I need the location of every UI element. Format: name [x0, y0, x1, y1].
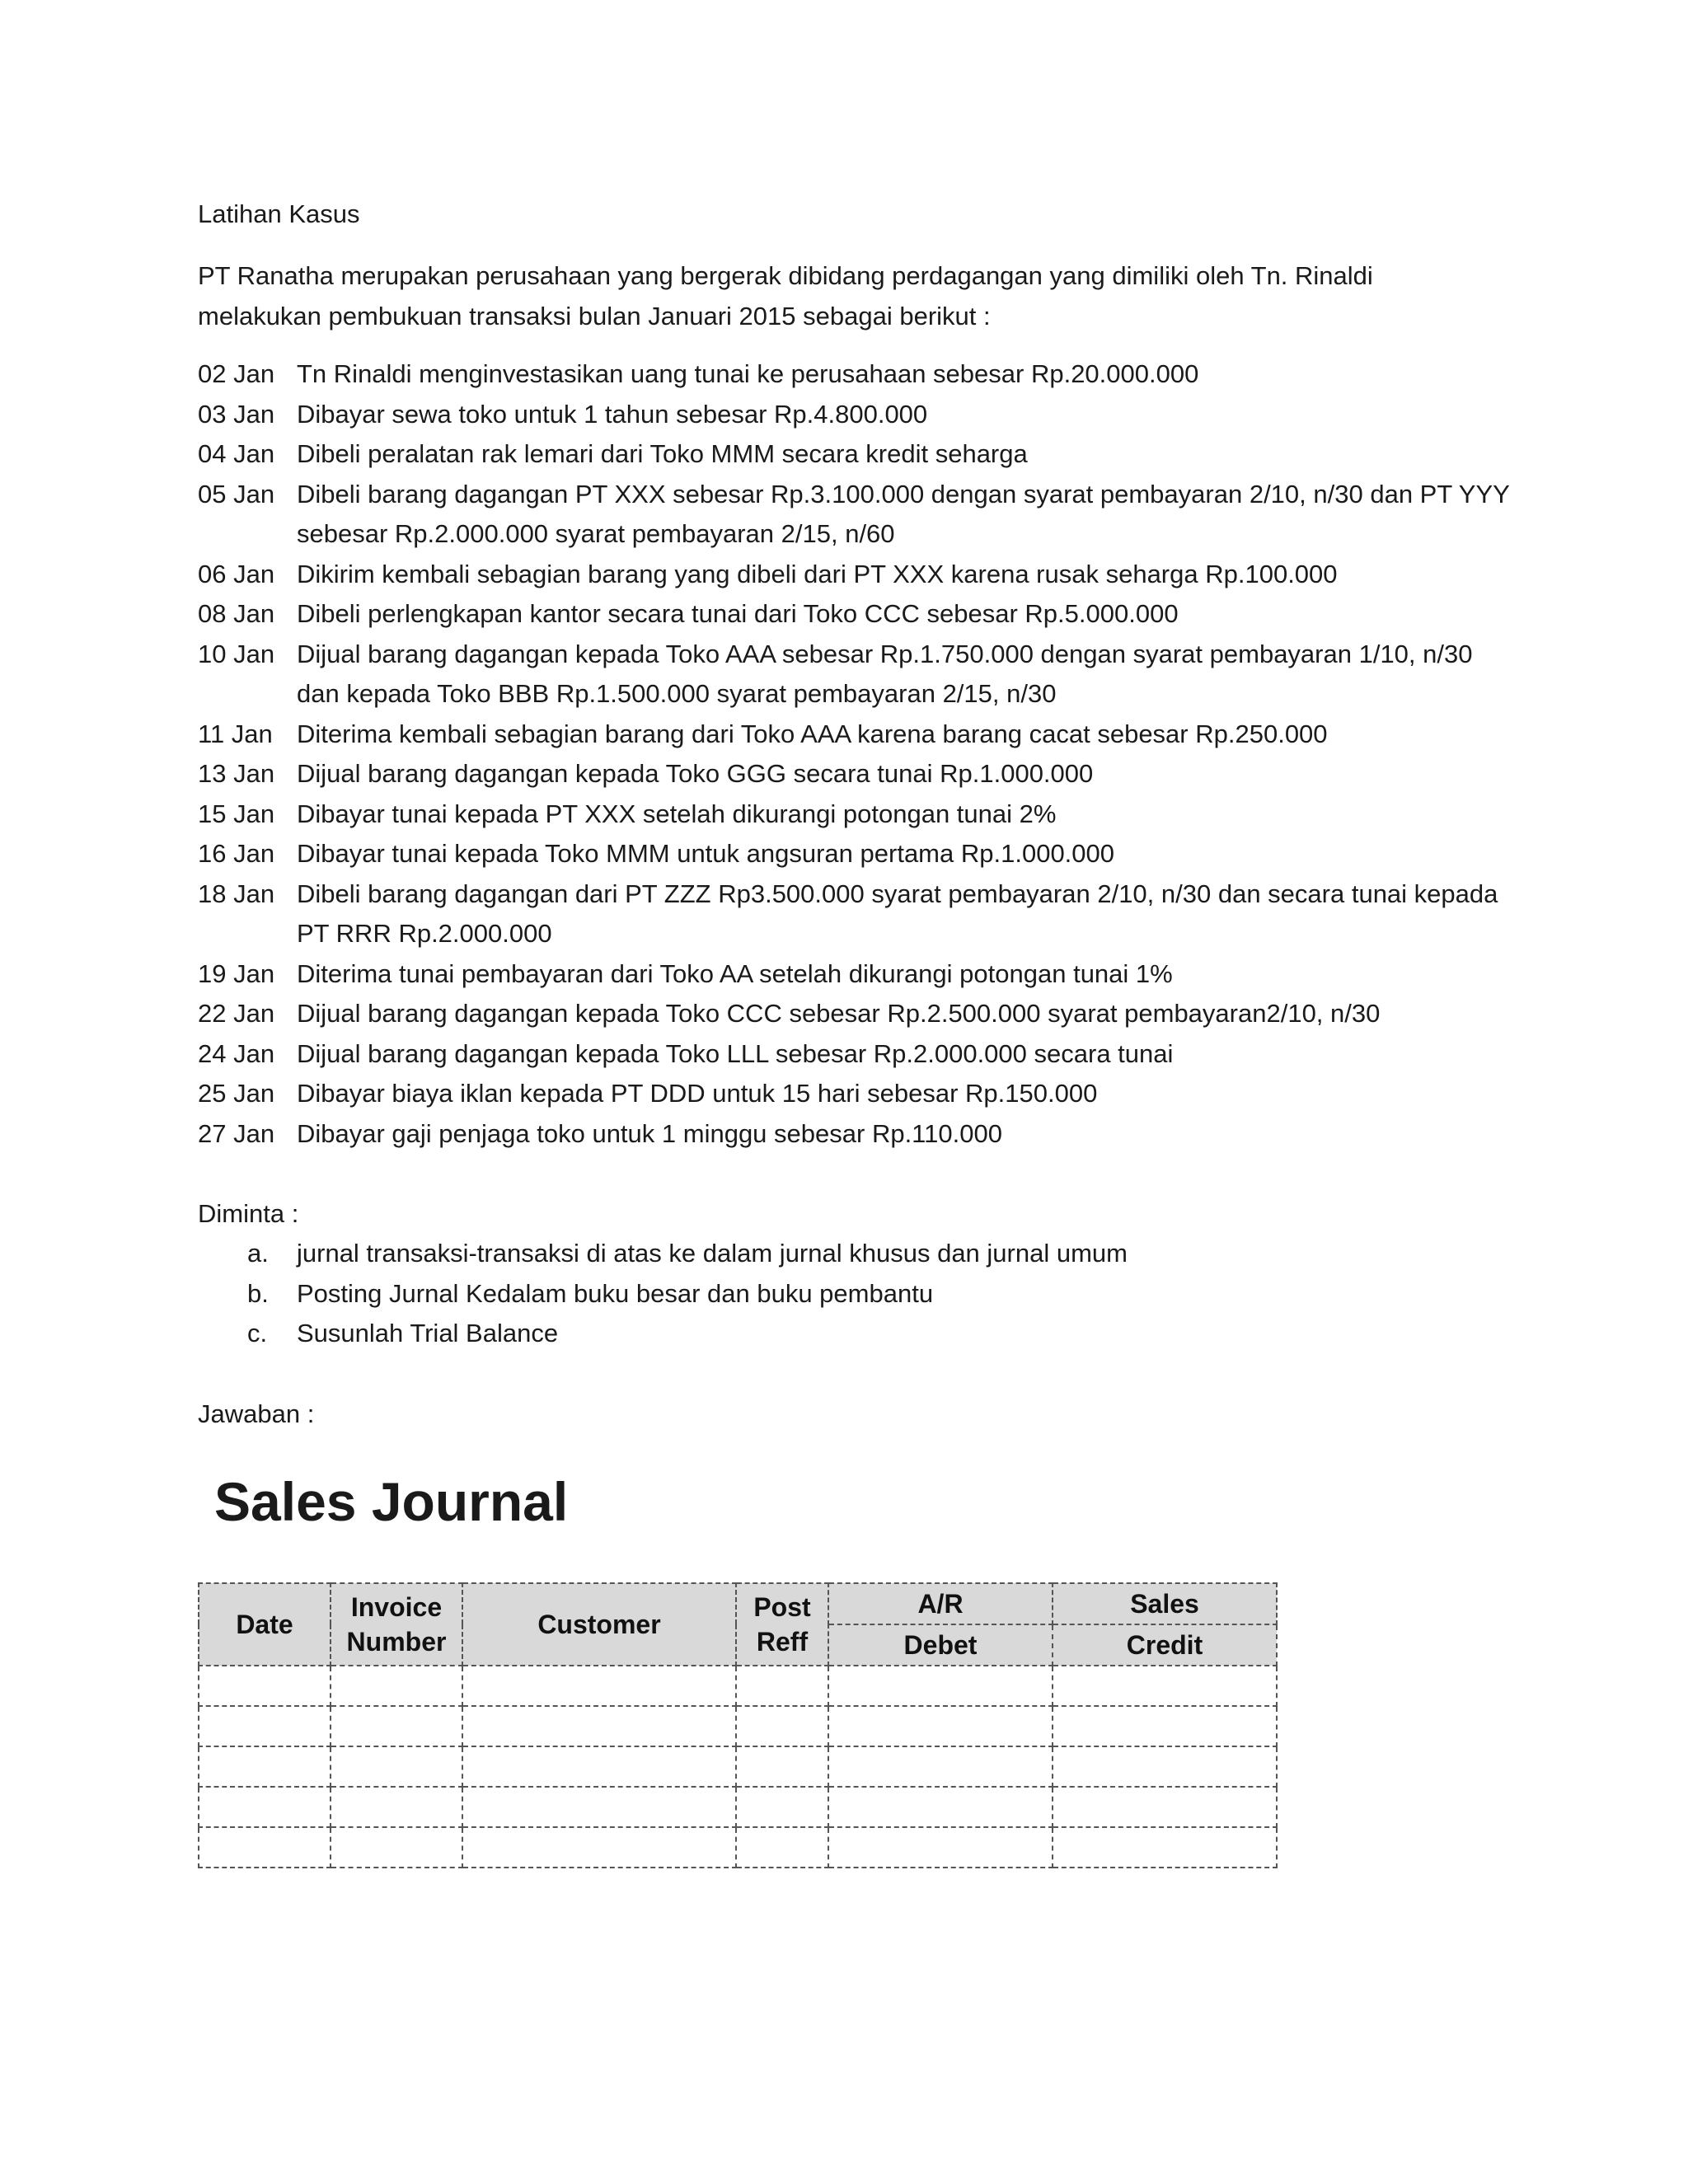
table-cell	[331, 1706, 462, 1746]
transaction-description: Dijual barang dagangan kepada Toko AAA sebesar Rp.1.750.000 dengan syarat pembayaran 1/10, n/30 dan kepada Toko BBB Rp.1.500.000 syarat pembayaran 2/15, n/30	[297, 639, 1473, 708]
transaction-item	[198, 475, 1517, 555]
table-cell	[828, 1787, 1053, 1827]
header-customer: Customer	[462, 1583, 736, 1666]
transaction-item	[198, 874, 1517, 954]
transaction-item	[198, 434, 1517, 475]
header-sales-credit: Credit	[1053, 1624, 1277, 1666]
document-page	[198, 198, 1517, 1535]
intro-paragraph: PT Ranatha merupakan perusahaan yang bergerak dibidang perdagangan yang dimiliki oleh Tn. Rinaldi melakukan pembukuan transaksi bulan Januari 2015 sebagai berikut :	[198, 261, 1373, 330]
transaction-date: 16 Jan	[198, 839, 275, 868]
transaction-description: Diterima tunai pembayaran dari Toko AA setelah dikurangi potongan tunai 1%	[297, 958, 1173, 988]
transaction-date: 15 Jan	[198, 799, 275, 828]
table-cell	[331, 1746, 462, 1787]
transaction-date: 13 Jan	[198, 759, 275, 788]
transaction-description: Dibayar tunai kepada Toko MMM untuk angsuran pertama Rp.1.000.000	[297, 839, 1115, 868]
transaction-description: Diterima kembali sebagian barang dari Toko AAA karena barang cacat sebesar Rp.250.000	[297, 719, 1328, 748]
table-cell	[1053, 1827, 1277, 1868]
transaction-item	[198, 635, 1517, 715]
requirements-label: Diminta :	[198, 1199, 299, 1228]
table-row	[199, 1746, 1277, 1787]
sales-journal-title: Sales Journal	[214, 1470, 569, 1532]
transaction-date: 11 Jan	[198, 719, 273, 748]
transaction-item	[198, 834, 1517, 874]
header-ar: A/R	[828, 1583, 1053, 1624]
transaction-date: 18 Jan	[198, 879, 275, 908]
table-cell	[331, 1787, 462, 1827]
transaction-description: Dibayar tunai kepada PT XXX setelah dikurangi potongan tunai 2%	[297, 799, 1057, 828]
table-cell	[1053, 1706, 1277, 1746]
transaction-description: Dibeli barang dagangan PT XXX sebesar Rp.3.100.000 dengan syarat pembayaran 2/10, n/30 dan PT YYY sebesar Rp.2.000.000 syarat pembayaran 2/15, n/60	[297, 479, 1510, 548]
transaction-item	[198, 395, 1517, 435]
transaction-description: Dikirim kembali sebagian barang yang dibeli dari PT XXX karena rusak seharga Rp.100.000	[297, 559, 1338, 588]
transaction-date: 08 Jan	[198, 599, 275, 628]
table-cell	[199, 1827, 331, 1868]
transaction-description: Dibeli barang dagangan dari PT ZZZ Rp3.500.000 syarat pembayaran 2/10, n/30 dan secara tunai kepada PT RRR Rp.2.000.000	[297, 879, 1498, 948]
requirement-letter: b.	[247, 1278, 269, 1308]
transaction-date: 10 Jan	[198, 639, 275, 668]
table-cell	[828, 1827, 1053, 1868]
header-sales: Sales	[1053, 1583, 1277, 1624]
table-cell	[828, 1706, 1053, 1746]
table-cell	[462, 1666, 736, 1706]
transaction-description: Dijual barang dagangan kepada Toko CCC sebesar Rp.2.500.000 syarat pembayaran2/10, n/30	[297, 999, 1381, 1028]
requirement-text: jurnal transaksi-transaksi di atas ke dalam jurnal khusus dan jurnal umum	[297, 1239, 1128, 1268]
transaction-description: Dibayar gaji penjaga toko untuk 1 minggu sebesar Rp.110.000	[297, 1118, 1002, 1148]
table-cell	[736, 1706, 828, 1746]
transaction-item	[198, 754, 1517, 794]
header-post-reff: Post Reff	[736, 1583, 828, 1666]
transaction-item	[198, 1034, 1517, 1075]
transaction-date: 04 Jan	[198, 439, 275, 468]
table-cell	[828, 1746, 1053, 1787]
transaction-description: Dibeli peralatan rak lemari dari Toko MMM secara kredit seharga	[297, 439, 1028, 468]
transaction-item	[198, 1114, 1517, 1155]
transaction-date: 19 Jan	[198, 958, 275, 988]
table-cell	[462, 1746, 736, 1787]
transaction-date: 05 Jan	[198, 479, 275, 509]
requirement-letter: c.	[247, 1319, 268, 1347]
transaction-item	[198, 994, 1517, 1034]
requirements-list	[198, 1234, 1517, 1354]
transaction-list	[198, 354, 1517, 1154]
transaction-description: Dibeli perlengkapan kantor secara tunai dari Toko CCC sebesar Rp.5.000.000	[297, 599, 1179, 628]
requirement-item	[198, 1234, 1517, 1274]
table-row	[199, 1827, 1277, 1868]
header-invoice-number: Invoice Number	[331, 1583, 462, 1666]
transaction-date: 22 Jan	[198, 999, 275, 1028]
table-cell	[1053, 1666, 1277, 1706]
sales-journal-body	[199, 1666, 1277, 1868]
table-cell	[462, 1787, 736, 1827]
transaction-date: 02 Jan	[198, 359, 275, 388]
table-cell	[199, 1666, 331, 1706]
table-cell	[736, 1827, 828, 1868]
header-ar-debet: Debet	[828, 1624, 1053, 1666]
requirement-item	[198, 1274, 1517, 1315]
table-cell	[1053, 1746, 1277, 1787]
requirement-letter: a.	[247, 1239, 269, 1268]
transaction-date: 03 Jan	[198, 399, 275, 429]
header-date: Date	[199, 1583, 331, 1666]
transaction-item	[198, 794, 1517, 835]
transaction-description: Dijual barang dagangan kepada Toko LLL sebesar Rp.2.000.000 secara tunai	[297, 1038, 1174, 1068]
table-cell	[736, 1787, 828, 1827]
transaction-date: 25 Jan	[198, 1079, 275, 1108]
transaction-item	[198, 954, 1517, 995]
table-cell	[462, 1706, 736, 1746]
transaction-date: 24 Jan	[198, 1038, 275, 1068]
transaction-item	[198, 354, 1517, 395]
transaction-date: 27 Jan	[198, 1118, 275, 1148]
table-cell	[736, 1746, 828, 1787]
table-cell	[199, 1787, 331, 1827]
transaction-description: Dibayar biaya iklan kepada PT DDD untuk 15 hari sebesar Rp.150.000	[297, 1079, 1098, 1108]
transaction-description: Dijual barang dagangan kepada Toko GGG secara tunai Rp.1.000.000	[297, 759, 1094, 788]
transaction-description: Tn Rinaldi menginvestasikan uang tunai ke perusahaan sebesar Rp.20.000.000	[297, 359, 1199, 388]
table-row	[199, 1787, 1277, 1827]
transaction-item	[198, 1074, 1517, 1114]
table-cell	[1053, 1787, 1277, 1827]
transaction-item	[198, 555, 1517, 595]
table-cell	[199, 1746, 331, 1787]
requirement-item	[198, 1314, 1517, 1354]
transaction-item	[198, 715, 1517, 755]
table-row	[199, 1666, 1277, 1706]
sales-journal-table	[198, 1582, 1278, 1868]
requirement-text: Susunlah Trial Balance	[297, 1319, 559, 1347]
table-cell	[736, 1666, 828, 1706]
table-cell	[199, 1706, 331, 1746]
transaction-description: Dibayar sewa toko untuk 1 tahun sebesar Rp.4.800.000	[297, 399, 928, 429]
exercise-heading: Latihan Kasus	[198, 199, 360, 228]
answer-label: Jawaban :	[198, 1399, 315, 1428]
table-row	[199, 1706, 1277, 1746]
transaction-item	[198, 594, 1517, 635]
table-cell	[331, 1827, 462, 1868]
transaction-date: 06 Jan	[198, 559, 275, 588]
requirement-text: Posting Jurnal Kedalam buku besar dan buku pembantu	[297, 1278, 934, 1308]
table-cell	[331, 1666, 462, 1706]
table-cell	[828, 1666, 1053, 1706]
table-cell	[462, 1827, 736, 1868]
